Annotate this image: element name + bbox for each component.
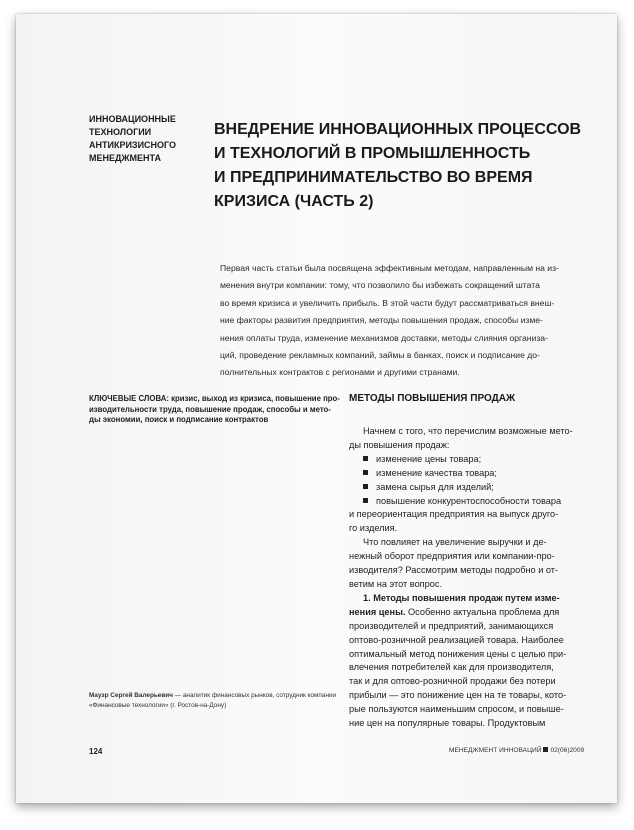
body-line: изводителя? Рассмотрим методы подробно и от- (349, 565, 559, 576)
body-line: и переориентация предприятия на выпуск друго- (349, 509, 559, 520)
lead-line: во время кризиса и увеличить прибыль. В этой части будут рассматриваться внеш- (220, 297, 555, 308)
section-tag-line: ТЕХНОЛОГИИ (89, 127, 152, 137)
journal-page (16, 14, 617, 803)
body-line: рые пользуются наименьшим спросом, и повыше- (349, 704, 564, 715)
body-line: ды повышения продаж: (349, 439, 450, 450)
section-heading: МЕТОДЫ ПОВЫШЕНИЯ ПРОДАЖ (349, 393, 516, 404)
article-title (214, 118, 584, 214)
body-line: производителей и предприятий, занимающихся (349, 620, 554, 631)
section-tag-line: АНТИКРИЗИСНОГО (89, 140, 177, 150)
body-line: влечения потребителей как для производителя, (349, 662, 554, 673)
section-tag (89, 113, 209, 165)
author-role: — аналитик финансовых рынков, сотрудник компании (172, 692, 337, 699)
title-line: И ПРЕДПРИНИМАТЕЛЬСТВО ВО ВРЕМЯ (214, 169, 533, 186)
lead-line: ций, проведение рекламных компаний, займы в банках, поиск и подписание до- (220, 350, 540, 361)
author-name: Маузр Сергей Валерьевич (89, 692, 173, 699)
section-body (349, 425, 599, 731)
journal-issue: 02(06)2009 (550, 747, 585, 754)
body-line: го изделия. (349, 523, 398, 534)
body-line: нежный оборот предприятия или компании-про- (349, 551, 555, 562)
bullet-item: замена сырья для изделий; (349, 481, 599, 495)
page-number: 124 (89, 747, 103, 756)
author-affiliation: «Финансовые технологии» (г. Ростов-на-Дону) (89, 701, 227, 709)
lead-line: менения внутри компании: тому, что позволило бы избежать сокращений штата (220, 280, 540, 291)
keywords-line: ды экономии, поиск и подписание контрактов (89, 415, 269, 425)
journal-footer (449, 747, 584, 754)
body-line: Что повлияет на увеличение выручки и де- (363, 537, 547, 548)
lead-line: ние факторы развития предприятия, методы повышения продаж, способы изме- (220, 315, 543, 326)
title-line: КРИЗИСА (ЧАСТЬ 2) (214, 193, 374, 210)
author-info (89, 691, 349, 711)
body-line: ветим на этот вопрос. (349, 578, 443, 589)
body-line: оптово-розничной реализацией товара. Наиболее (349, 634, 564, 645)
body-line (349, 592, 599, 606)
author-line (89, 691, 349, 701)
bullet-item: изменение качества товара; (349, 467, 599, 481)
method-heading: 1. Методы повышения продаж путем изме- (363, 592, 560, 603)
method-heading: нения цены. (349, 606, 406, 617)
body-line: Начнем с того, что перечислим возможные мето- (363, 426, 573, 436)
square-bullet-icon (543, 747, 548, 752)
lead-line: нения оплаты труда, изменение механизмов доставки, методы слияния организа- (220, 332, 548, 343)
lead-line: полнительных контрактов с регионами и другими странами. (220, 367, 460, 378)
body-line: ние цен на популярные товары. Продуктовым (349, 718, 546, 729)
body-line: оптимальный метод понижения цены с целью при- (349, 648, 567, 659)
lead-line: Первая часть статьи была посвящена эффективным методам, направленным на из- (220, 263, 559, 273)
article-lead (220, 260, 590, 382)
section-tag-line: ИННОВАЦИОННЫЕ (89, 114, 176, 124)
body-line: так и для оптово-розничной продажи без потери (349, 676, 556, 687)
keywords-line: изводительности труда, повышение продаж, способы и мето- (89, 404, 331, 414)
keywords (89, 394, 340, 426)
body-line (349, 606, 599, 620)
method-text: Особенно актуальна проблема для (405, 606, 560, 617)
section-tag-line: МЕНЕДЖМЕНТА (89, 153, 161, 163)
journal-name: МЕНЕДЖМЕНТ ИННОВАЦИЙ (449, 747, 542, 754)
title-line: ВНЕДРЕНИЕ ИННОВАЦИОННЫХ ПРОЦЕССОВ (214, 121, 582, 138)
body-line: прибыли — это понижение цен на те товары, кото- (349, 690, 567, 701)
title-line: И ТЕХНОЛОГИЙ В ПРОМЫШЛЕННОСТЬ (214, 145, 531, 162)
bullet-item: повышение конкурентоспособности товара (349, 495, 599, 509)
keywords-line: КЛЮЧЕВЫЕ СЛОВА: кризис, выход из кризиса, повышение про- (89, 394, 340, 403)
bullet-item: изменение цены товара; (349, 453, 599, 467)
